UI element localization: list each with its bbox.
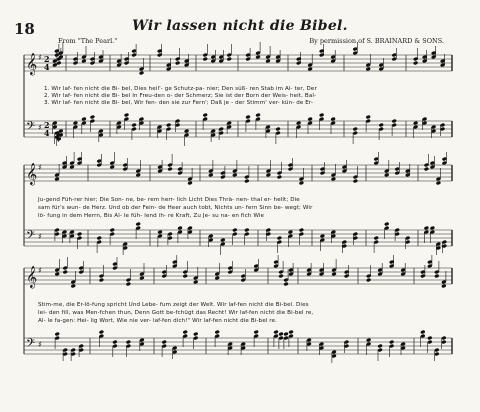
note-head <box>331 272 336 277</box>
note-head <box>177 226 182 231</box>
bass-clef: 𝄢 <box>26 337 36 353</box>
note-head <box>436 181 441 186</box>
note-head <box>161 340 166 345</box>
note-head <box>70 284 75 289</box>
bass-clef: 𝄢 <box>26 229 36 245</box>
note-head <box>244 228 249 233</box>
note-head <box>296 121 301 126</box>
note-head <box>307 67 312 72</box>
time-signature: 4 <box>44 62 50 72</box>
note-head <box>434 274 439 279</box>
note-head <box>214 276 219 281</box>
time-signature: 4 <box>44 128 50 138</box>
note-head <box>288 330 293 335</box>
note-head <box>193 280 198 285</box>
note-head <box>441 284 446 289</box>
source-credit: From "The Pearl." <box>58 37 118 45</box>
note-head <box>307 117 312 122</box>
note-head <box>365 67 370 72</box>
lyric-line: 3. Wir laf- fen nicht die Bi- bel, Wir fen- den sie zur Fern'; Daß je - der Stimm' ver- kün- de Er- <box>44 100 314 106</box>
note-head <box>232 228 237 233</box>
note-head <box>366 338 371 343</box>
note-head <box>373 236 378 241</box>
lyric-line: 2. Wir laf- fen nicht die Bi- bel In Freu-den o- der Schmerz; Sie ist der Born der Weis- heit, Bal- <box>44 93 317 99</box>
note-head <box>413 121 418 126</box>
note-head <box>366 278 371 283</box>
note-head <box>96 236 101 241</box>
note-head <box>424 167 429 172</box>
note-head <box>54 332 59 337</box>
note-head <box>139 276 144 281</box>
note-head <box>131 123 136 128</box>
note-head <box>166 123 171 128</box>
lyric-line: 1. Wir laf- fen nicht die Bi- bel, Dies heil'- ge Schutz-pa- nier; Den süß- ren Stab im Al- ter, Der <box>44 86 317 92</box>
note-head <box>175 61 180 66</box>
key-signature-sharp: ♯ <box>38 163 42 172</box>
note-head <box>109 165 114 170</box>
time-signature: 2 <box>44 54 50 64</box>
note-head <box>424 226 429 231</box>
note-head <box>54 272 59 277</box>
note-head <box>255 113 260 118</box>
page-title: Wir lassen nicht die Bibel. <box>132 18 348 34</box>
permission-credit: By permission of S. BRAINARD & SONS. <box>309 37 444 45</box>
note-head <box>226 57 231 62</box>
note-head <box>73 121 78 126</box>
note-head <box>255 55 260 60</box>
bass-clef: 𝄢 <box>26 120 36 136</box>
note-head <box>126 340 131 345</box>
note-head <box>273 330 278 335</box>
note-head <box>99 278 104 283</box>
note-head <box>157 230 162 235</box>
note-head <box>266 173 271 178</box>
page-number: 18 <box>14 20 35 38</box>
time-signature: 2 <box>44 120 50 130</box>
note-head <box>77 232 82 237</box>
key-signature-sharp: ♯ <box>38 123 42 132</box>
note-head <box>320 234 325 239</box>
note-head <box>184 129 189 134</box>
note-head <box>365 115 370 120</box>
note-head <box>330 117 335 122</box>
note-head <box>202 57 207 62</box>
note-head <box>69 165 74 170</box>
note-head <box>244 179 249 184</box>
note-head <box>167 167 172 172</box>
note-head <box>253 330 258 335</box>
note-head <box>139 71 144 76</box>
note-head <box>62 270 67 275</box>
note-head <box>109 228 114 233</box>
note-head <box>319 113 324 118</box>
note-head <box>81 117 86 122</box>
lyric-line: sam für's wun- de Herz. Und ob der Fein- de Heer auch tobt, Nichts un- fern Sinn be- wegt; Wir <box>38 205 313 211</box>
note-head <box>275 127 280 132</box>
note-head <box>265 59 270 64</box>
note-head <box>384 173 389 178</box>
note-head <box>81 59 86 64</box>
lyric-line: lö- fung in dem Herrn, Bis Al- le füh- lend ih- re Kraft, Zu Je- su na- en fich Wie <box>38 213 265 219</box>
note-head <box>214 330 219 335</box>
note-head <box>232 173 237 178</box>
key-signature-sharp: ♯ <box>38 232 42 241</box>
treble-clef: 𝄞 <box>26 163 38 185</box>
note-head <box>187 181 192 186</box>
note-head <box>299 228 304 233</box>
note-head <box>277 236 282 241</box>
note-head <box>420 330 425 335</box>
note-head <box>278 332 283 337</box>
note-head <box>430 226 435 231</box>
note-head <box>193 332 198 337</box>
lyric-line: Stim-me, die Er-lö-fung spricht Und Lebe- fum zeigt der Welt. Wir laf-fen nicht die Bi-bel. Dies <box>38 302 309 308</box>
note-head <box>135 173 140 178</box>
note-head <box>90 115 95 120</box>
note-head <box>135 222 140 227</box>
note-head <box>283 332 288 337</box>
note-head <box>124 113 129 118</box>
note-head <box>427 336 432 341</box>
lyric-line: Ju-gend Füh-rer hier; Die Son- ne, be- rem herr- lich Licht Dies Thrä- nen- thal er- hellt; Die <box>38 197 300 203</box>
lyric-line: Al- le fa-gen: Hei- lig Wort, Wie nie ver- laf-fen dich!" Wir laf-fen nicht die Bi-bel re. <box>38 318 277 324</box>
note-head <box>182 274 187 279</box>
key-signature-sharp: ♯ <box>38 340 42 349</box>
treble-clef: 𝄞 <box>26 266 38 288</box>
lyric-line: lei- den fill, was Men-fchen thun, Denn Gott be-fchügt das Recht! Wir laf-fen nicht die Bi-bel re, <box>38 310 314 316</box>
note-head <box>389 340 394 345</box>
note-head <box>378 123 383 128</box>
note-head <box>353 179 358 184</box>
note-head <box>331 177 336 182</box>
treble-clef: 𝄞 <box>26 53 38 75</box>
note-head <box>182 330 187 335</box>
note-head <box>277 175 282 180</box>
note-head <box>283 282 288 287</box>
note-head <box>352 127 357 132</box>
note-head <box>245 115 250 120</box>
note-head <box>299 181 304 186</box>
note-head <box>99 330 104 335</box>
note-head <box>126 282 131 287</box>
note-head <box>208 173 213 178</box>
note-head <box>54 177 59 182</box>
note-head <box>288 230 293 235</box>
key-signature-sharp: ♯ <box>38 266 42 275</box>
note-head <box>391 119 396 124</box>
note-head <box>384 222 389 227</box>
note-head <box>220 238 225 243</box>
note-head <box>278 274 283 279</box>
key-signature-sharp: ♯ <box>38 53 42 62</box>
note-head <box>377 344 382 349</box>
note-head <box>413 61 418 66</box>
note-head <box>112 340 117 345</box>
note-head <box>202 113 207 118</box>
